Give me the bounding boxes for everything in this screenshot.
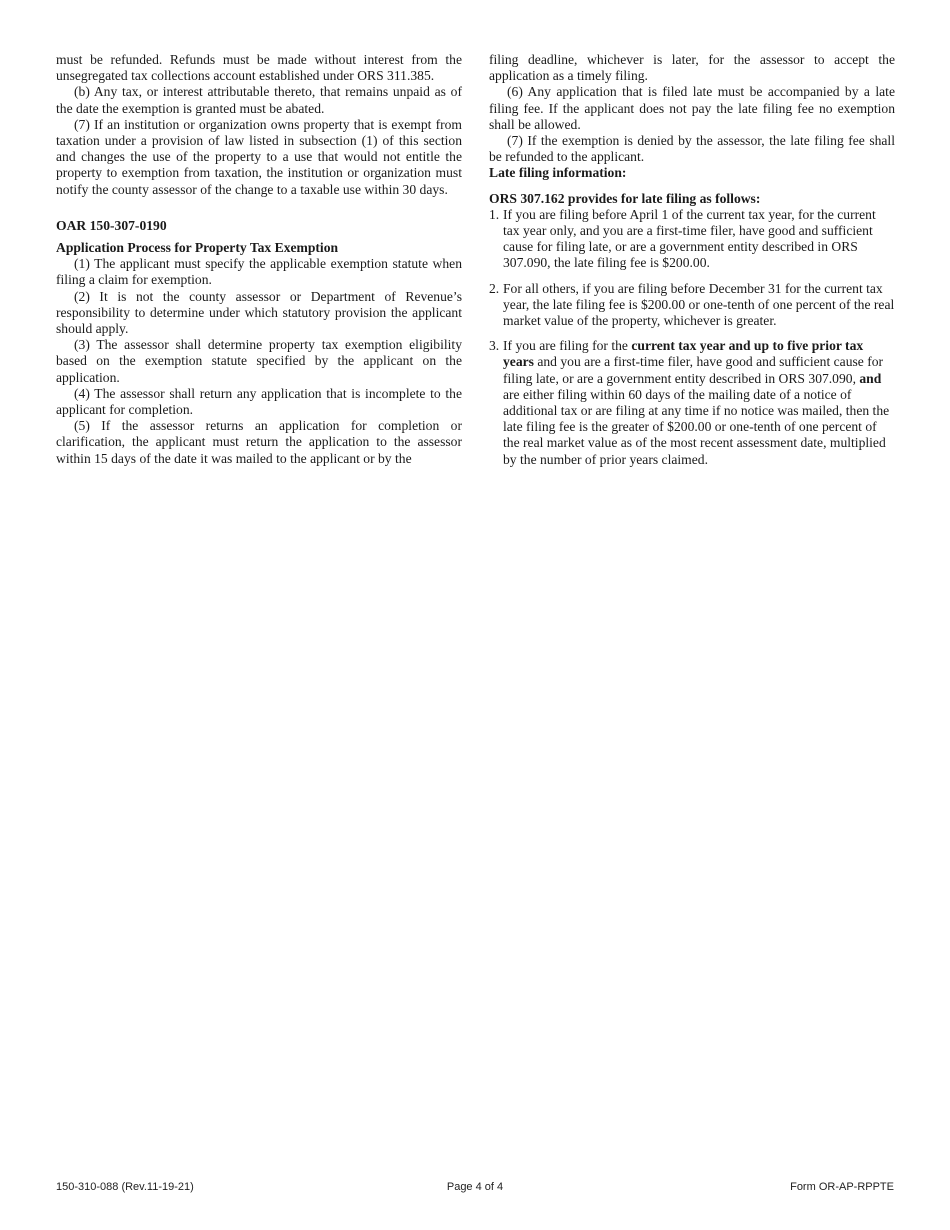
list-item-text: For all others, if you are filing before December 31 for the current tax year, the late filing fee is $200.00 or one-tenth of one percent of the real market value of the property, whichever is greater. — [503, 280, 895, 329]
rule-paragraph-4: (4) The assessor shall return any application that is incomplete to the applicant for completion. — [56, 385, 462, 418]
spacer — [56, 198, 462, 218]
rule-paragraph-5: (5) If the assessor returns an application for completion or clarification, the applicant must return the application to the assessor within 15 days of the date it was mailed to the applicant or by the — [56, 418, 462, 466]
rule-paragraph-3: (3) The assessor shall determine property tax exemption eligibility based on the exemption statute specified by the applicant on the application. — [56, 337, 462, 385]
list-item-emphasis: and — [859, 370, 882, 386]
list-item-number: 1. — [489, 206, 500, 222]
list-item-text — [503, 338, 889, 466]
paragraph-taxable-use: (7) If an institution or organization owns property that is exempt from taxation under a provision of law listed in subsection (1) of this section and changes the use of the property to a use that would not entitle the property to exemption from taxation, the institution or organization must notify the county assessor of the change to a taxable use within 30 days. — [56, 116, 462, 197]
list-item-text: If you are filing before April 1 of the current tax year, for the current tax year only, and you are a first-time filer, have good and sufficient cause for filing late, or are a government entity described in ORS 307.090, the late filing fee is $200.00. — [503, 206, 876, 271]
list-item — [489, 338, 895, 468]
paragraph-abated: (b) Any tax, or interest attributable thereto, that remains unpaid as of the date the exemption is granted must be abated. — [56, 84, 462, 116]
list-item-emphasis: current tax year and up to five prior tax years — [503, 338, 864, 370]
late-filing-list — [489, 207, 895, 468]
list-item — [489, 281, 895, 330]
rule-paragraph-1: (1) The applicant must specify the applicable exemption statute when filing a claim for exemption. — [56, 256, 462, 288]
spacer — [489, 182, 895, 191]
list-item-text-part: If you are filing for the — [503, 338, 632, 354]
rule-paragraph-6: (6) Any application that is filed late must be accompanied by a late filing fee. If the applicant does not pay the late filing fee no exemption shall be allowed. — [489, 84, 895, 132]
rule-paragraph-5-continued: filing deadline, whichever is later, for the assessor to accept the application as a timely filing. — [489, 52, 895, 84]
right-column — [489, 52, 895, 468]
list-item — [489, 207, 895, 272]
late-filing-heading: Late filing information: — [489, 165, 627, 181]
list-item-number: 3. — [489, 338, 500, 354]
rule-number-heading: OAR 150-307-0190 — [56, 217, 167, 233]
ors-heading: ORS 307.162 provides for late filing as follows: — [489, 190, 761, 206]
rule-paragraph-2: (2) It is not the county assessor or Department of Revenue’s responsibility to determine under which statutory provision the applicant should apply. — [56, 288, 462, 337]
list-item-text-part: and you are a first-time filer, have good and sufficient cause for filing late, or are a government entity described in ORS 307.090, — [503, 354, 884, 386]
paragraph-refund: must be refunded. Refunds must be made without interest from the unsegregated tax collections account established under ORS 311.385. — [56, 52, 462, 84]
footer-page-number: Page 4 of 4 — [446, 1181, 504, 1193]
footer-form-name: Form OR-AP-RPPTE — [790, 1181, 894, 1193]
rule-title-heading: Application Process for Property Tax Exemption — [56, 240, 339, 256]
list-item-number: 2. — [489, 280, 500, 296]
left-column — [56, 52, 462, 467]
footer-form-code: 150-310-088 (Rev.11-19-21) — [56, 1181, 194, 1193]
rule-paragraph-7: (7) If the exemption is denied by the assessor, the late filing fee shall be refunded to the applicant. — [489, 133, 895, 165]
list-item-text-part: are either filing within 60 days of the mailing date of a notice of additional tax or are filing at any time if no notice was mailed, then the late filing fee is the greater of $200.00 or one-tenth of one percent of the real market value as of the most recent assessment date, multiplied by the number of prior years claimed. — [503, 386, 890, 467]
